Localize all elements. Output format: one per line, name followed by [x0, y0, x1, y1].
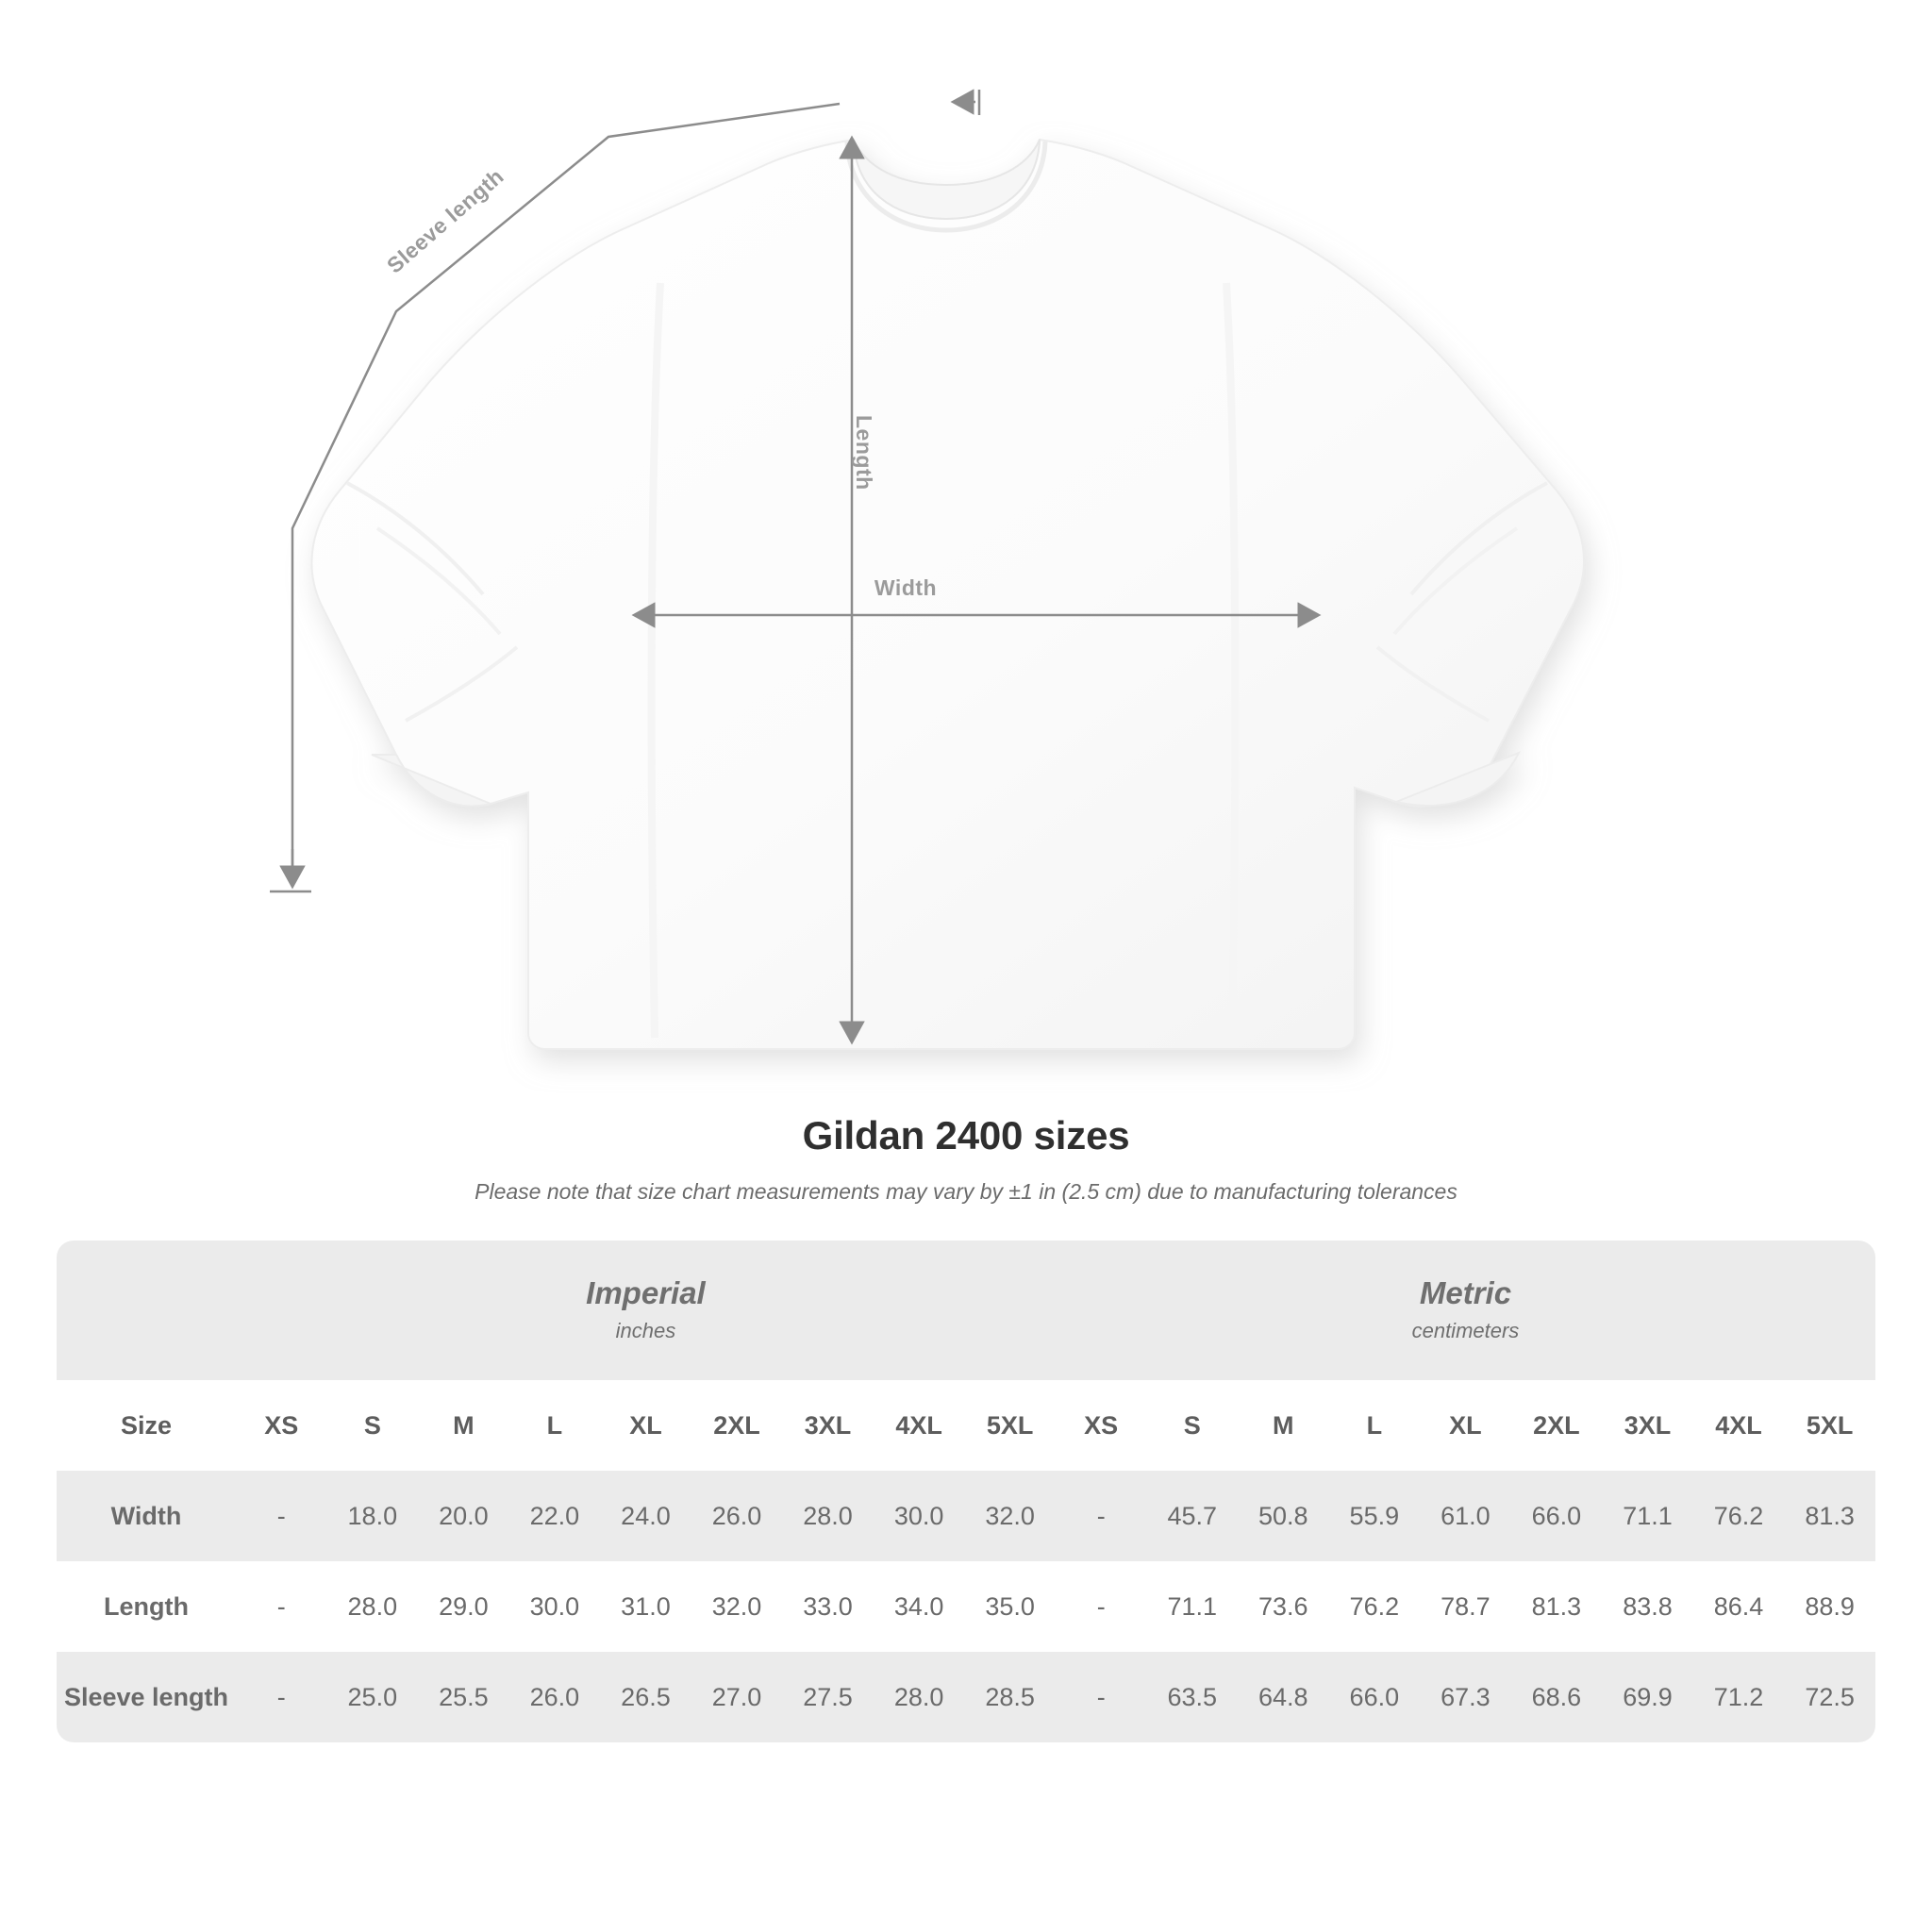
cell-metric: 45.7 — [1146, 1471, 1238, 1561]
cell-imperial: 30.0 — [874, 1471, 965, 1561]
size-header-metric-3xl: 3XL — [1602, 1380, 1693, 1471]
size-header-imperial-3xl: 3XL — [782, 1380, 874, 1471]
size-header-row — [57, 1380, 1875, 1471]
cell-metric: 68.6 — [1511, 1652, 1603, 1742]
shirt-shape — [311, 140, 1584, 1049]
cell-imperial: 33.0 — [782, 1561, 874, 1652]
cell-imperial: 32.0 — [691, 1561, 783, 1652]
cell-metric: 64.8 — [1238, 1652, 1329, 1742]
size-header-imperial-4xl: 4XL — [874, 1380, 965, 1471]
cell-imperial: 27.0 — [691, 1652, 783, 1742]
width-label: Width — [874, 575, 938, 600]
row-label: Length — [57, 1561, 236, 1652]
cell-imperial: 25.5 — [418, 1652, 509, 1742]
size-header-imperial-l: L — [509, 1380, 601, 1471]
cell-metric: 76.2 — [1693, 1471, 1785, 1561]
cell-metric: 81.3 — [1511, 1561, 1603, 1652]
size-table-wrap — [57, 1241, 1875, 1742]
cell-imperial: 18.0 — [327, 1471, 419, 1561]
cell-imperial: 29.0 — [418, 1561, 509, 1652]
size-header-metric-xs: XS — [1056, 1380, 1147, 1471]
size-header-metric-4xl: 4XL — [1693, 1380, 1785, 1471]
cell-imperial: 35.0 — [964, 1561, 1056, 1652]
size-header-cell: Size — [57, 1380, 236, 1471]
cell-metric: 83.8 — [1602, 1561, 1693, 1652]
cell-imperial: 30.0 — [509, 1561, 601, 1652]
cell-imperial: 26.0 — [691, 1471, 783, 1561]
cell-metric: 66.0 — [1511, 1471, 1603, 1561]
cell-imperial: 28.0 — [874, 1652, 965, 1742]
cell-metric: 66.0 — [1329, 1652, 1421, 1742]
cell-metric: 61.0 — [1420, 1471, 1511, 1561]
cell-imperial: 34.0 — [874, 1561, 965, 1652]
size-header-imperial-xl: XL — [600, 1380, 691, 1471]
cell-metric: 63.5 — [1146, 1652, 1238, 1742]
cell-imperial: 22.0 — [509, 1471, 601, 1561]
cell-imperial: 28.0 — [327, 1561, 419, 1652]
unit-header-row — [57, 1241, 1875, 1380]
cell-imperial: 26.0 — [509, 1652, 601, 1742]
size-header-metric-xl: XL — [1420, 1380, 1511, 1471]
unit-subtitle: inches — [615, 1318, 676, 1342]
cell-imperial: 28.0 — [782, 1471, 874, 1561]
size-table — [57, 1241, 1875, 1742]
cell-metric: 86.4 — [1693, 1561, 1785, 1652]
unit-name: Metric — [1419, 1274, 1512, 1310]
cell-metric: 50.8 — [1238, 1471, 1329, 1561]
cell-imperial: - — [236, 1652, 327, 1742]
size-header-imperial-s: S — [327, 1380, 419, 1471]
cell-metric: 69.9 — [1602, 1652, 1693, 1742]
cell-metric: 71.1 — [1146, 1561, 1238, 1652]
cell-metric: 88.9 — [1784, 1561, 1875, 1652]
table-row — [57, 1652, 1875, 1742]
length-label: Length — [852, 415, 876, 491]
cell-metric: - — [1056, 1561, 1147, 1652]
cell-metric: - — [1056, 1471, 1147, 1561]
cell-imperial: 28.5 — [964, 1652, 1056, 1742]
cell-metric: 73.6 — [1238, 1561, 1329, 1652]
cell-imperial: 27.5 — [782, 1652, 874, 1742]
cell-metric: 72.5 — [1784, 1652, 1875, 1742]
cell-metric: 76.2 — [1329, 1561, 1421, 1652]
size-header-metric-2xl: 2XL — [1511, 1380, 1603, 1471]
unit-group-imperial — [236, 1241, 1056, 1380]
cell-metric: - — [1056, 1652, 1147, 1742]
cell-metric: 71.2 — [1693, 1652, 1785, 1742]
size-header-metric-s: S — [1146, 1380, 1238, 1471]
cell-imperial: 32.0 — [964, 1471, 1056, 1561]
cell-metric: 78.7 — [1420, 1561, 1511, 1652]
cell-imperial: - — [236, 1471, 327, 1561]
size-header-imperial-m: M — [418, 1380, 509, 1471]
cell-imperial: 20.0 — [418, 1471, 509, 1561]
cell-metric: 71.1 — [1602, 1471, 1693, 1561]
page-title: Gildan 2400 sizes — [802, 1113, 1130, 1158]
row-label: Width — [57, 1471, 236, 1561]
size-header-metric-l: L — [1329, 1380, 1421, 1471]
size-header-imperial-xs: XS — [236, 1380, 327, 1471]
sleeve-length-label: Sleeve length — [382, 163, 508, 278]
row-label: Sleeve length — [57, 1652, 236, 1742]
size-header-metric-m: M — [1238, 1380, 1329, 1471]
size-header-metric-5xl: 5XL — [1784, 1380, 1875, 1471]
size-header-imperial-5xl: 5XL — [964, 1380, 1056, 1471]
cell-metric: 81.3 — [1784, 1471, 1875, 1561]
cell-imperial: 24.0 — [600, 1471, 691, 1561]
cell-imperial: 31.0 — [600, 1561, 691, 1652]
unit-subtitle: centimeters — [1411, 1318, 1520, 1342]
size-header-imperial-2xl: 2XL — [691, 1380, 783, 1471]
unit-name: Imperial — [586, 1274, 706, 1310]
title-block — [0, 1113, 1932, 1205]
cell-metric: 67.3 — [1420, 1652, 1511, 1742]
tolerance-note: Please note that size chart measurements may vary by ±1 in (2.5 cm) due to manufacturing tolerances — [475, 1179, 1457, 1204]
cell-imperial: - — [236, 1561, 327, 1652]
table-row — [57, 1561, 1875, 1652]
unit-row-corner — [57, 1241, 236, 1380]
table-row — [57, 1471, 1875, 1561]
cell-imperial: 25.0 — [327, 1652, 419, 1742]
unit-group-metric — [1056, 1241, 1875, 1380]
cell-imperial: 26.5 — [600, 1652, 691, 1742]
cell-metric: 55.9 — [1329, 1471, 1421, 1561]
